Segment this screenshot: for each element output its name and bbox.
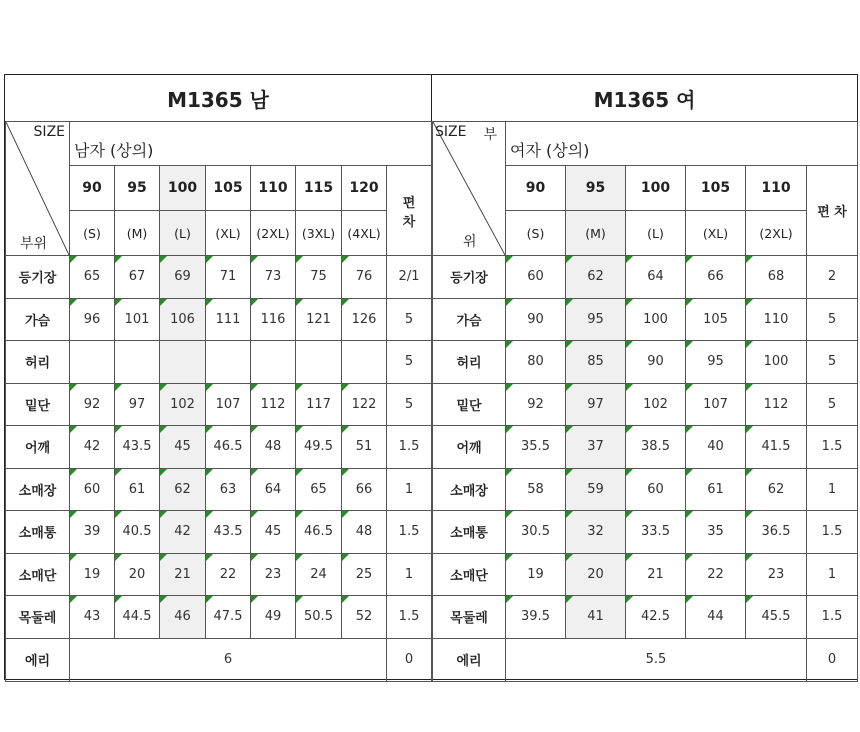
measurement-cell: 42.5 [626, 596, 686, 639]
table-row [6, 426, 432, 469]
women-corner-header [433, 122, 506, 256]
measurement-cell: 40.5 [115, 511, 160, 554]
part-label: 소매장 [6, 468, 70, 511]
measurement-cell: 47.5 [206, 596, 251, 639]
measurement-cell: 107 [206, 383, 251, 426]
deviation-cell: 1.5 [807, 426, 858, 469]
measurement-cell: 64 [251, 468, 296, 511]
measurement-cell: 62 [746, 468, 807, 511]
measurement-cell: 19 [506, 553, 566, 596]
size-letter-cell: (3XL) [296, 211, 342, 256]
measurement-cell: 97 [566, 383, 626, 426]
deviation-cell: 0 [387, 638, 432, 681]
measurement-cell: 110 [746, 298, 807, 341]
measurement-cell: 46 [160, 596, 206, 639]
measurement-cell: 66 [342, 468, 387, 511]
table-row [6, 511, 432, 554]
measurement-cell: 50.5 [296, 596, 342, 639]
measurement-cell: 51 [342, 426, 387, 469]
measurement-cell: 122 [342, 383, 387, 426]
measurement-cell: 21 [626, 553, 686, 596]
measurement-cell: 61 [686, 468, 746, 511]
measurement-cell: 65 [70, 256, 115, 299]
measurement-cell: 68 [746, 256, 807, 299]
women-title: M1365 여 [432, 75, 857, 122]
deviation-cell: 1.5 [807, 511, 858, 554]
part-label: 소매단 [433, 553, 506, 596]
measurement-cell: 92 [506, 383, 566, 426]
table-row [6, 553, 432, 596]
measurement-cell: 21 [160, 553, 206, 596]
men-corner-header [6, 122, 70, 256]
measurement-cell: 45 [251, 511, 296, 554]
measurement-cell: 41.5 [746, 426, 807, 469]
size-letter-cell: (L) [160, 211, 206, 256]
size-letter-cell: (4XL) [342, 211, 387, 256]
deviation-cell: 5 [807, 383, 858, 426]
measurement-cell: 60 [506, 256, 566, 299]
size-letter-cell: (XL) [686, 211, 746, 256]
measurement-cell: 35 [686, 511, 746, 554]
measurement-cell [296, 341, 342, 384]
deviation-cell: 5 [387, 298, 432, 341]
part-label: 목둘레 [433, 596, 506, 639]
measurement-cell: 90 [626, 341, 686, 384]
size-letter-cell: (2XL) [251, 211, 296, 256]
size-header-cell: 105 [686, 166, 746, 211]
part-label: 밑단 [433, 383, 506, 426]
measurement-cell: 37 [566, 426, 626, 469]
size-header-cell: 95 [566, 166, 626, 211]
deviation-cell: 2/1 [387, 256, 432, 299]
table-row [6, 298, 432, 341]
deviation-cell: 5 [387, 341, 432, 384]
measurement-cell [115, 341, 160, 384]
measurement-cell: 65 [296, 468, 342, 511]
size-letter-cell: (2XL) [746, 211, 807, 256]
women-corner-part-bottom: 위 [463, 234, 477, 250]
deviation-header: 편 차 [387, 166, 432, 256]
women-corner-part-top: 부 [483, 127, 497, 143]
men-title: M1365 남 [5, 75, 431, 122]
men-group-label: 남자 (상의) [70, 122, 432, 166]
deviation-cell: 1.5 [807, 596, 858, 639]
collar-value: 5.5 [506, 638, 807, 681]
collar-value: 6 [70, 638, 387, 681]
table-row [433, 426, 858, 469]
measurement-cell [70, 341, 115, 384]
measurement-cell: 19 [70, 553, 115, 596]
part-label: 에리 [433, 638, 506, 681]
measurement-cell: 97 [115, 383, 160, 426]
part-label: 목둘레 [6, 596, 70, 639]
table-row [433, 468, 858, 511]
measurement-cell: 71 [206, 256, 251, 299]
measurement-cell: 43 [70, 596, 115, 639]
measurement-cell: 73 [251, 256, 296, 299]
measurement-cell [206, 341, 251, 384]
measurement-cell: 48 [251, 426, 296, 469]
measurement-cell: 80 [506, 341, 566, 384]
part-label: 등기장 [433, 256, 506, 299]
measurement-cell: 41 [566, 596, 626, 639]
size-letter-cell: (M) [115, 211, 160, 256]
part-label: 허리 [433, 341, 506, 384]
size-header-cell: 115 [296, 166, 342, 211]
measurement-cell: 49.5 [296, 426, 342, 469]
measurement-cell: 46.5 [206, 426, 251, 469]
size-header-cell: 105 [206, 166, 251, 211]
table-row [6, 341, 432, 384]
table-row [433, 256, 858, 299]
size-chart-sheet [4, 74, 858, 680]
measurement-cell: 63 [206, 468, 251, 511]
women-group-label: 여자 (상의) [506, 122, 858, 166]
measurement-cell: 66 [686, 256, 746, 299]
measurement-cell: 35.5 [506, 426, 566, 469]
measurement-cell: 36.5 [746, 511, 807, 554]
measurement-cell: 24 [296, 553, 342, 596]
part-label: 소매통 [433, 511, 506, 554]
deviation-cell: 0 [807, 638, 858, 681]
measurement-cell: 75 [296, 256, 342, 299]
part-label: 허리 [6, 341, 70, 384]
measurement-cell: 42 [70, 426, 115, 469]
measurement-cell: 30.5 [506, 511, 566, 554]
table-row [6, 596, 432, 639]
measurement-cell: 32 [566, 511, 626, 554]
measurement-cell: 107 [686, 383, 746, 426]
men-size-panel [5, 75, 432, 679]
deviation-cell: 2 [807, 256, 858, 299]
deviation-header: 편 차 [807, 166, 858, 256]
table-row [6, 383, 432, 426]
measurement-cell: 40 [686, 426, 746, 469]
size-header-cell: 100 [626, 166, 686, 211]
table-row [433, 341, 858, 384]
table-row [433, 511, 858, 554]
measurement-cell: 43.5 [206, 511, 251, 554]
measurement-cell [160, 341, 206, 384]
part-label: 소매장 [433, 468, 506, 511]
deviation-cell: 1.5 [387, 596, 432, 639]
measurement-cell: 117 [296, 383, 342, 426]
size-letter-cell: (XL) [206, 211, 251, 256]
measurement-cell: 96 [70, 298, 115, 341]
deviation-cell: 1 [807, 468, 858, 511]
measurement-cell: 61 [115, 468, 160, 511]
measurement-cell: 48 [342, 511, 387, 554]
table-row [433, 298, 858, 341]
measurement-cell: 39 [70, 511, 115, 554]
measurement-cell: 101 [115, 298, 160, 341]
part-label: 어깨 [6, 426, 70, 469]
measurement-cell: 76 [342, 256, 387, 299]
measurement-cell: 46.5 [296, 511, 342, 554]
size-header-cell: 95 [115, 166, 160, 211]
women-corner-size-label: SIZE [435, 124, 467, 140]
measurement-cell: 62 [566, 256, 626, 299]
part-label: 밑단 [6, 383, 70, 426]
size-header-cell: 110 [746, 166, 807, 211]
measurement-cell: 95 [566, 298, 626, 341]
measurement-cell [342, 341, 387, 384]
table-row [433, 383, 858, 426]
measurement-cell: 100 [746, 341, 807, 384]
collar-row [6, 638, 432, 681]
women-size-panel [432, 75, 857, 679]
men-size-table [5, 121, 432, 682]
measurement-cell: 67 [115, 256, 160, 299]
part-label: 에리 [6, 638, 70, 681]
measurement-cell: 100 [626, 298, 686, 341]
measurement-cell: 33.5 [626, 511, 686, 554]
measurement-cell: 102 [160, 383, 206, 426]
deviation-cell: 5 [807, 341, 858, 384]
part-label: 소매단 [6, 553, 70, 596]
measurement-cell: 102 [626, 383, 686, 426]
size-header-cell: 110 [251, 166, 296, 211]
deviation-cell: 1.5 [387, 426, 432, 469]
measurement-cell: 43.5 [115, 426, 160, 469]
table-row [6, 256, 432, 299]
measurement-cell: 111 [206, 298, 251, 341]
measurement-cell: 49 [251, 596, 296, 639]
measurement-cell: 112 [746, 383, 807, 426]
deviation-cell: 1 [387, 553, 432, 596]
measurement-cell: 69 [160, 256, 206, 299]
measurement-cell: 45.5 [746, 596, 807, 639]
measurement-cell: 44 [686, 596, 746, 639]
size-header-cell: 100 [160, 166, 206, 211]
table-row [433, 553, 858, 596]
measurement-cell: 105 [686, 298, 746, 341]
measurement-cell: 92 [70, 383, 115, 426]
part-label: 등기장 [6, 256, 70, 299]
measurement-cell: 58 [506, 468, 566, 511]
collar-row [433, 638, 858, 681]
size-letter-cell: (S) [70, 211, 115, 256]
measurement-cell [251, 341, 296, 384]
deviation-cell: 1 [807, 553, 858, 596]
measurement-cell: 45 [160, 426, 206, 469]
measurement-cell: 25 [342, 553, 387, 596]
measurement-cell: 95 [686, 341, 746, 384]
size-letter-cell: (M) [566, 211, 626, 256]
measurement-cell: 42 [160, 511, 206, 554]
measurement-cell: 38.5 [626, 426, 686, 469]
measurement-cell: 22 [686, 553, 746, 596]
size-header-cell: 90 [70, 166, 115, 211]
measurement-cell: 85 [566, 341, 626, 384]
size-header-cell: 90 [506, 166, 566, 211]
deviation-cell: 5 [387, 383, 432, 426]
women-size-table [432, 121, 858, 682]
measurement-cell: 121 [296, 298, 342, 341]
measurement-cell: 44.5 [115, 596, 160, 639]
measurement-cell: 23 [251, 553, 296, 596]
measurement-cell: 62 [160, 468, 206, 511]
size-letter-cell: (S) [506, 211, 566, 256]
size-header-cell: 120 [342, 166, 387, 211]
measurement-cell: 52 [342, 596, 387, 639]
deviation-cell: 1 [387, 468, 432, 511]
deviation-cell: 1.5 [387, 511, 432, 554]
measurement-cell: 116 [251, 298, 296, 341]
measurement-cell: 60 [626, 468, 686, 511]
measurement-cell: 23 [746, 553, 807, 596]
measurement-cell: 39.5 [506, 596, 566, 639]
part-label: 소매통 [6, 511, 70, 554]
part-label: 어깨 [433, 426, 506, 469]
men-corner-size-label: SIZE [33, 124, 65, 140]
measurement-cell: 59 [566, 468, 626, 511]
measurement-cell: 90 [506, 298, 566, 341]
measurement-cell: 20 [566, 553, 626, 596]
table-row [6, 468, 432, 511]
measurement-cell: 64 [626, 256, 686, 299]
size-letter-cell: (L) [626, 211, 686, 256]
measurement-cell: 20 [115, 553, 160, 596]
measurement-cell: 22 [206, 553, 251, 596]
measurement-cell: 112 [251, 383, 296, 426]
measurement-cell: 126 [342, 298, 387, 341]
men-corner-part-label: 부위 [20, 236, 48, 252]
part-label: 가슴 [433, 298, 506, 341]
deviation-cell: 5 [807, 298, 858, 341]
measurement-cell: 106 [160, 298, 206, 341]
part-label: 가슴 [6, 298, 70, 341]
measurement-cell: 60 [70, 468, 115, 511]
table-row [433, 596, 858, 639]
